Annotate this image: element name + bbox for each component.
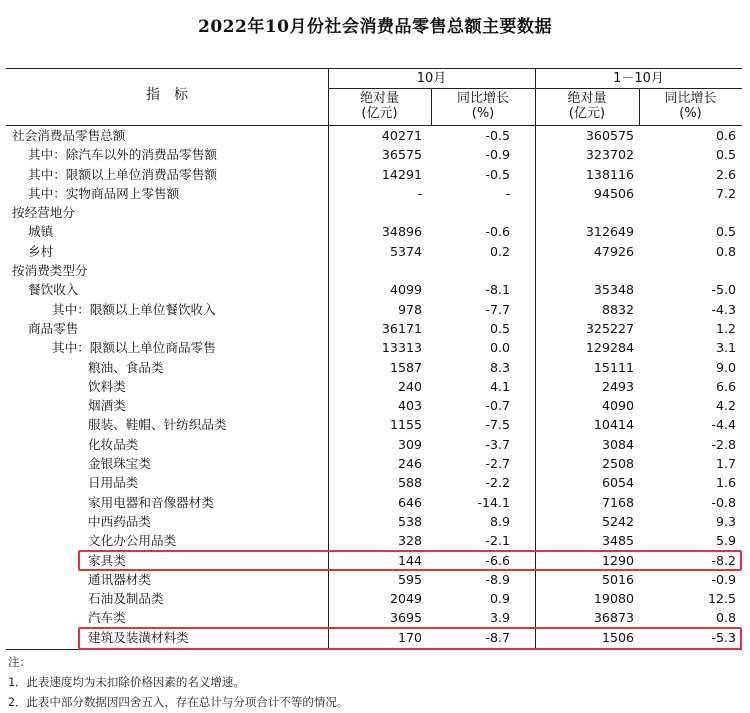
oct-growth-cell: -8.9 <box>485 571 510 587</box>
ytd-amount-cell: 325227 <box>585 320 634 336</box>
ytd-amount-cell: 10414 <box>593 417 634 433</box>
footnote-2: 2．此表中部分数据因四舍五入，存在总计与分项合计不等的情况。 <box>8 695 349 709</box>
row-label: 城镇 <box>28 224 54 240</box>
table-row <box>6 377 742 396</box>
oct-growth-cell: -0.5 <box>485 128 510 143</box>
row-label: 其中：限额以上单位消费品零售额 <box>28 166 217 182</box>
table-row <box>6 165 742 184</box>
row-label: 石油及制品类 <box>88 591 164 607</box>
oct-growth-cell: 0.0 <box>489 340 510 356</box>
ytd-amount-cell: 3084 <box>601 436 634 452</box>
oct-growth-cell: -14.1 <box>477 494 510 510</box>
header-growth-label: 同比增长 <box>664 91 717 106</box>
ytd-growth-cell: -4.3 <box>711 301 736 317</box>
table-row <box>6 319 742 338</box>
oct-growth-cell: -0.7 <box>485 398 510 414</box>
oct-amount-cell: 144 <box>397 552 422 568</box>
oct-growth-cell: 0.9 <box>489 591 510 607</box>
ytd-amount-cell: 129284 <box>585 340 634 356</box>
row-label: 乡村 <box>28 243 54 259</box>
ytd-amount-cell: 35348 <box>593 282 634 298</box>
ytd-growth-cell: 1.2 <box>715 320 736 336</box>
ytd-amount-cell: 138116 <box>585 166 634 182</box>
table-row <box>6 435 742 454</box>
ytd-growth-cell: -0.9 <box>711 571 736 587</box>
oct-growth-cell: 0.5 <box>489 320 510 336</box>
table-row <box>6 608 742 627</box>
oct-growth-cell: 4.1 <box>489 378 510 394</box>
ytd-amount-cell: 15111 <box>593 359 634 375</box>
ytd-amount-cell: 5242 <box>601 513 634 529</box>
oct-amount-cell: 14291 <box>381 166 422 182</box>
oct-amount-cell: 646 <box>397 494 422 510</box>
oct-growth-cell: - <box>505 185 510 201</box>
oct-growth-cell: 8.3 <box>489 359 510 375</box>
table-row <box>6 570 742 589</box>
header-ytd: 1－10月 <box>613 71 664 86</box>
header-amount-label: 绝对量 <box>359 91 399 106</box>
ytd-growth-cell: 9.3 <box>715 513 736 529</box>
row-label: 其中：除汽车以外的消费品零售额 <box>28 147 217 163</box>
table-row <box>6 415 742 434</box>
oct-amount-cell: 588 <box>397 475 422 491</box>
oct-growth-cell: -0.5 <box>485 166 510 182</box>
header-oct-amount <box>328 91 431 121</box>
ytd-growth-cell: 6.6 <box>715 378 736 394</box>
header-growth-unit: (%) <box>679 106 702 121</box>
ytd-growth-cell: 1.7 <box>715 456 736 472</box>
row-label: 饮料类 <box>88 378 126 394</box>
table-row <box>6 396 742 415</box>
oct-amount-cell: 538 <box>397 513 422 529</box>
oct-amount-cell: 1587 <box>389 359 422 375</box>
oct-growth-cell: -7.7 <box>485 301 510 317</box>
ytd-amount-cell: 47926 <box>593 243 634 259</box>
row-label: 商品零售 <box>28 320 79 336</box>
oct-growth-cell: 0.2 <box>489 243 510 259</box>
header-oct: 10月 <box>416 71 447 86</box>
row-label: 汽车类 <box>88 610 126 626</box>
oct-amount-cell: 36575 <box>381 147 422 163</box>
header-growth-label: 同比增长 <box>456 91 509 106</box>
ytd-amount-cell: 6054 <box>601 475 634 491</box>
oct-amount-cell: 4099 <box>389 282 422 298</box>
ytd-amount-cell: 2493 <box>601 378 634 394</box>
header-ytd-growth <box>639 91 742 121</box>
table-row <box>6 338 742 357</box>
oct-amount-cell: 36171 <box>381 320 422 336</box>
oct-amount-cell: 240 <box>397 378 422 394</box>
table-row <box>6 531 742 550</box>
ytd-amount-cell: 4090 <box>601 398 634 414</box>
ytd-growth-cell: 0.5 <box>715 224 736 240</box>
ytd-amount-cell: 19080 <box>593 591 634 607</box>
table-row <box>6 203 742 222</box>
table-row <box>6 512 742 531</box>
ytd-amount-cell: 5016 <box>601 571 634 587</box>
page-title: 2022年10月份社会消费品零售总额主要数据 <box>198 17 552 37</box>
oct-amount-cell: 1155 <box>389 417 422 433</box>
oct-growth-cell: -0.6 <box>485 224 510 240</box>
table-row <box>6 242 742 261</box>
oct-growth-cell: -0.9 <box>485 147 510 163</box>
header-amount-unit: (亿元) <box>361 106 398 121</box>
oct-amount-cell: 5374 <box>389 243 422 259</box>
header-growth-unit: (%) <box>471 106 495 121</box>
oct-amount-cell: 170 <box>397 629 422 645</box>
ytd-amount-cell: 7168 <box>601 494 634 510</box>
row-label: 社会消费品零售总额 <box>12 128 126 143</box>
highlight-box-building-materials <box>78 627 742 650</box>
ytd-growth-cell: -2.8 <box>711 436 736 452</box>
oct-amount-cell: 246 <box>397 456 422 472</box>
row-label: 建筑及装潢材料类 <box>88 629 189 645</box>
ytd-amount-cell: 360575 <box>585 128 634 143</box>
oct-growth-cell: -7.5 <box>485 417 510 433</box>
oct-amount-cell: 309 <box>397 436 422 452</box>
oct-amount-cell: 595 <box>397 571 422 587</box>
ytd-growth-cell: 4.2 <box>715 398 736 414</box>
table-row <box>6 280 742 299</box>
row-label: 餐饮收入 <box>28 282 79 298</box>
table-row <box>6 145 742 164</box>
table-row <box>6 300 742 319</box>
footnote-heading: 注： <box>8 655 31 669</box>
ytd-growth-cell: -5.0 <box>711 282 736 298</box>
data-table <box>6 68 742 650</box>
ytd-growth-cell: 5.9 <box>715 533 736 549</box>
row-label: 按消费类型分 <box>12 263 88 279</box>
ytd-growth-cell: 9.0 <box>715 359 736 375</box>
row-label: 按经营地分 <box>12 205 75 221</box>
table-row <box>6 589 742 608</box>
ytd-growth-cell: 1.6 <box>715 475 736 491</box>
table-row <box>6 184 742 203</box>
ytd-growth-cell: 3.1 <box>715 340 736 356</box>
oct-amount-cell: 403 <box>397 398 422 414</box>
row-label: 烟酒类 <box>88 398 126 414</box>
row-label: 家具类 <box>88 552 126 568</box>
oct-growth-cell: -6.6 <box>485 552 510 568</box>
oct-amount-cell: 2049 <box>389 591 422 607</box>
header-amount-unit: (亿元) <box>568 106 606 121</box>
table-row <box>6 222 742 241</box>
header-index: 指 标 <box>146 87 188 103</box>
ytd-growth-cell: 0.6 <box>715 128 736 143</box>
table-row <box>6 473 742 492</box>
ytd-growth-cell: 0.8 <box>715 610 736 626</box>
row-label: 化妆品类 <box>88 436 139 452</box>
oct-amount-cell: 328 <box>397 533 422 549</box>
highlight-box-furniture <box>78 550 742 571</box>
oct-growth-cell: 3.9 <box>489 610 510 626</box>
oct-amount-cell: 13313 <box>381 340 422 356</box>
table-row <box>6 126 742 145</box>
table-row <box>6 454 742 473</box>
ytd-amount-cell: 1506 <box>601 629 634 645</box>
row-label: 粮油、食品类 <box>88 359 164 375</box>
table-row <box>6 358 742 377</box>
oct-amount-cell: - <box>417 185 422 201</box>
oct-amount-cell: 34896 <box>381 224 422 240</box>
ytd-growth-cell: -4.4 <box>711 417 736 433</box>
oct-growth-cell: -8.1 <box>485 282 510 298</box>
row-label: 其中：限额以上单位餐饮收入 <box>52 301 216 317</box>
table-row <box>6 261 742 280</box>
ytd-amount-cell: 323702 <box>585 147 634 163</box>
footnote-1: 1．此表速度均为未扣除价格因素的名义增速。 <box>8 675 245 689</box>
oct-growth-cell: -2.2 <box>485 475 510 491</box>
ytd-growth-cell: 0.5 <box>715 147 736 163</box>
oct-growth-cell: -2.7 <box>485 456 510 472</box>
row-label: 文化办公用品类 <box>88 533 177 549</box>
header-ytd-amount <box>535 91 639 121</box>
row-label: 服装、鞋帽、针纺织品类 <box>88 417 227 433</box>
footnotes <box>8 652 348 712</box>
ytd-growth-cell: 0.8 <box>715 243 736 259</box>
ytd-amount-cell: 94506 <box>593 185 634 201</box>
ytd-growth-cell: -0.8 <box>711 494 736 510</box>
ytd-amount-cell: 8832 <box>601 301 634 317</box>
ytd-growth-cell: 12.5 <box>707 591 736 607</box>
oct-growth-cell: 8.9 <box>489 513 510 529</box>
row-label: 中西药品类 <box>88 513 151 529</box>
oct-growth-cell: -2.1 <box>485 533 510 549</box>
ytd-growth-cell: 2.6 <box>715 166 736 182</box>
header-oct-growth <box>431 91 535 121</box>
ytd-amount-cell: 3485 <box>601 533 634 549</box>
row-label: 金银珠宝类 <box>88 456 151 472</box>
oct-growth-cell: -8.7 <box>485 629 510 645</box>
row-label: 通讯器材类 <box>88 571 151 587</box>
ytd-growth-cell: -8.2 <box>711 552 736 568</box>
table-row <box>6 493 742 512</box>
ytd-amount-cell: 1290 <box>601 552 634 568</box>
ytd-amount-cell: 36873 <box>593 610 634 626</box>
ytd-amount-cell: 312649 <box>585 224 634 240</box>
row-label: 其中：实物商品网上零售额 <box>28 185 180 201</box>
row-label: 其中：限额以上单位商品零售 <box>52 340 216 356</box>
row-label: 日用品类 <box>88 475 139 491</box>
oct-amount-cell: 3695 <box>389 610 422 626</box>
ytd-amount-cell: 2508 <box>601 456 634 472</box>
oct-amount-cell: 40271 <box>381 128 422 143</box>
header-amount-label: 绝对量 <box>567 91 607 106</box>
oct-amount-cell: 978 <box>397 301 422 317</box>
ytd-growth-cell: -5.3 <box>711 629 736 645</box>
oct-growth-cell: -3.7 <box>485 436 510 452</box>
ytd-growth-cell: 7.2 <box>715 185 736 201</box>
row-label: 家用电器和音像器材类 <box>88 494 214 510</box>
